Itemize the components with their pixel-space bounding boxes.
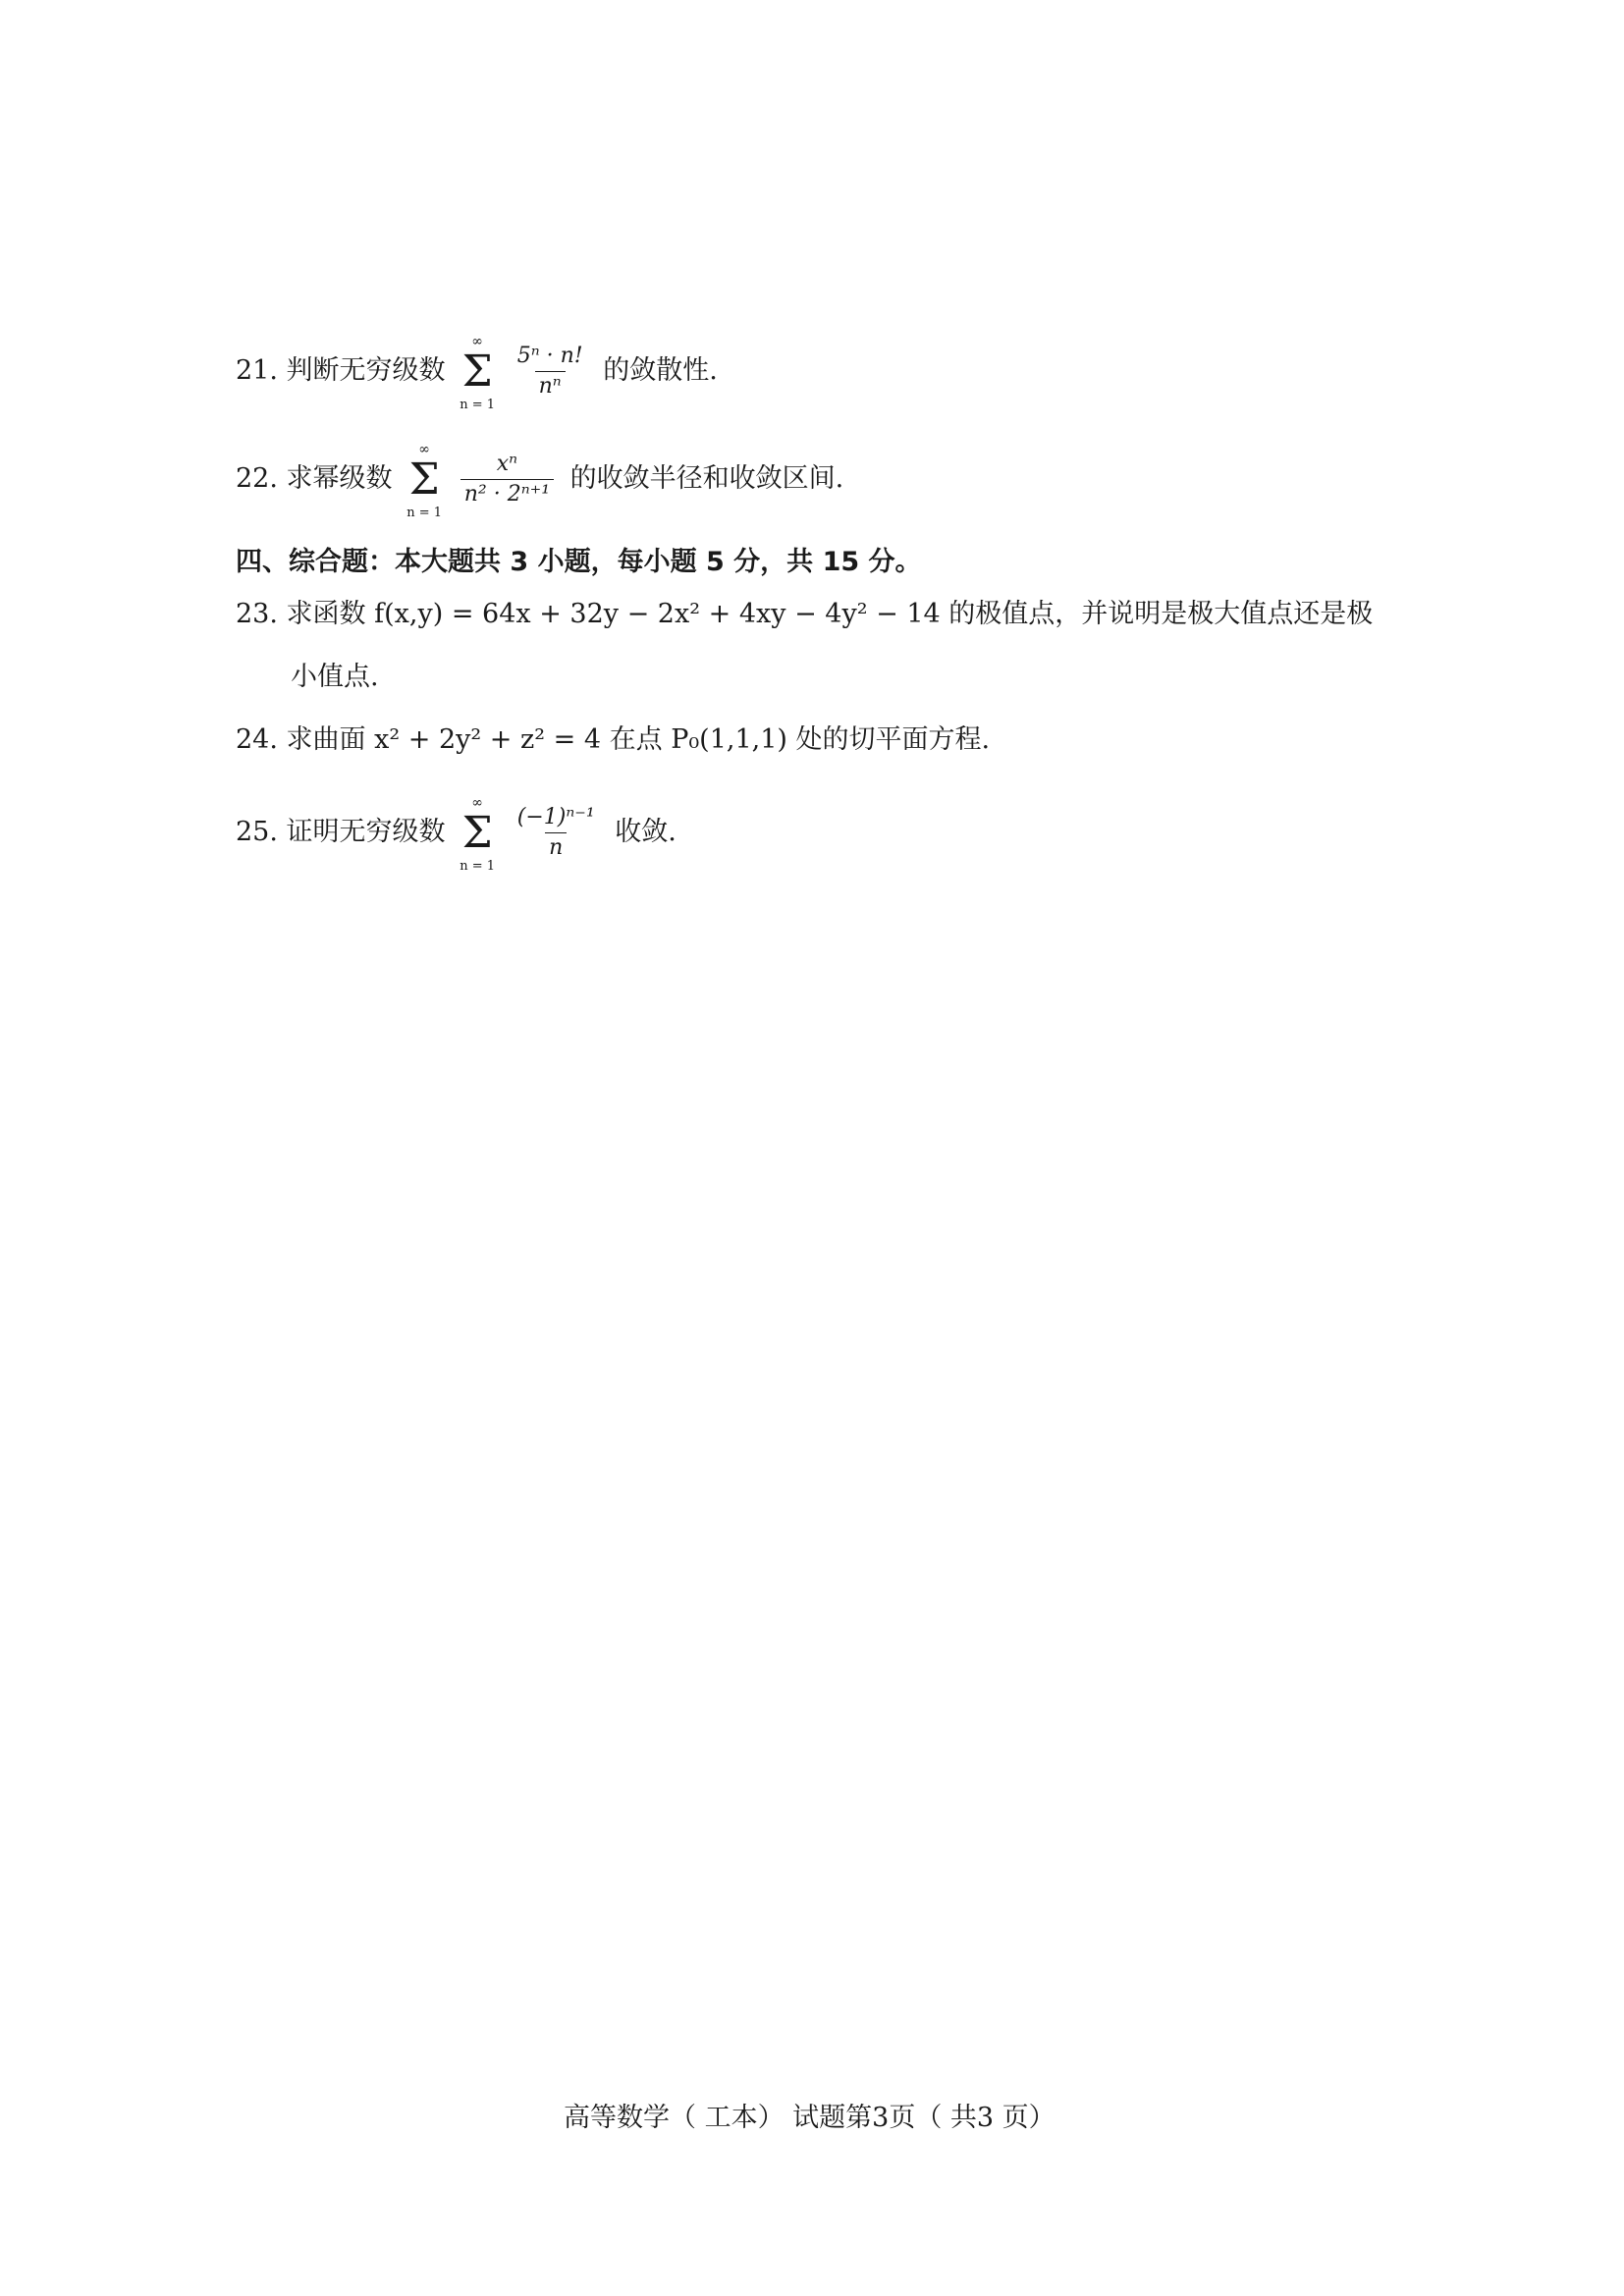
question-23 [236,601,1373,627]
question-text-prefix: 判断无穷级数 [286,355,446,386]
question-number: 21. [236,355,278,386]
question-text-prefix: 求幂级数 [286,463,393,494]
fraction-denominator: n [545,832,567,859]
question-number: 25. [236,817,278,847]
sum-lower-limit: n = 1 [406,505,443,520]
question-21 [236,333,718,412]
fraction-numerator: (−1)ⁿ⁻¹ [516,805,595,829]
fraction-denominator: n² · 2ⁿ⁺¹ [460,479,554,506]
question-number: 22. [236,463,278,494]
question-23-continuation: 小值点. [291,662,379,692]
fraction-numerator: xⁿ [496,452,518,476]
page-footer: 高等数学（ 工本） 试题第3页（ 共3 页） [564,2103,1056,2133]
sum-upper-limit: ∞ [418,441,430,457]
summation-symbol: ∞ Σ n = 1 [454,812,501,855]
sum-upper-limit: ∞ [471,333,483,349]
fraction-denominator: nⁿ [535,371,566,398]
question-text-line1: 求函数 f(x,y) = 64x + 32y − 2x² + 4xy − 4y² − 14 的极值点，并说明是极大值点还是极 [286,599,1374,629]
question-text: 求曲面 x² + 2y² + z² = 4 在点 P₀(1,1,1) 处的切平面方程. [286,724,991,755]
question-number: 24. [236,724,278,755]
summation-symbol: ∞ Σ n = 1 [401,458,448,502]
sum-upper-limit: ∞ [471,794,483,811]
question-text-suffix: 的敛散性. [603,355,718,386]
section-heading: 四、综合题：本大题共 3 小题，每小题 5 分，共 15 分。 [236,547,922,577]
question-text-suffix: 的收敛半径和收敛区间. [569,463,844,494]
question-25 [236,794,677,874]
fraction-numerator: 5ⁿ · n! [516,344,583,368]
question-number: 23. [236,599,278,629]
question-text-suffix: 收敛. [615,817,677,847]
question-22 [236,441,844,520]
summation-symbol: ∞ Σ n = 1 [454,350,501,394]
sum-lower-limit: n = 1 [460,397,496,412]
fraction [460,454,554,506]
question-24 [236,726,990,753]
question-text-prefix: 证明无穷级数 [286,817,446,847]
fraction [514,807,599,859]
sum-lower-limit: n = 1 [460,858,496,874]
fraction [514,346,587,398]
